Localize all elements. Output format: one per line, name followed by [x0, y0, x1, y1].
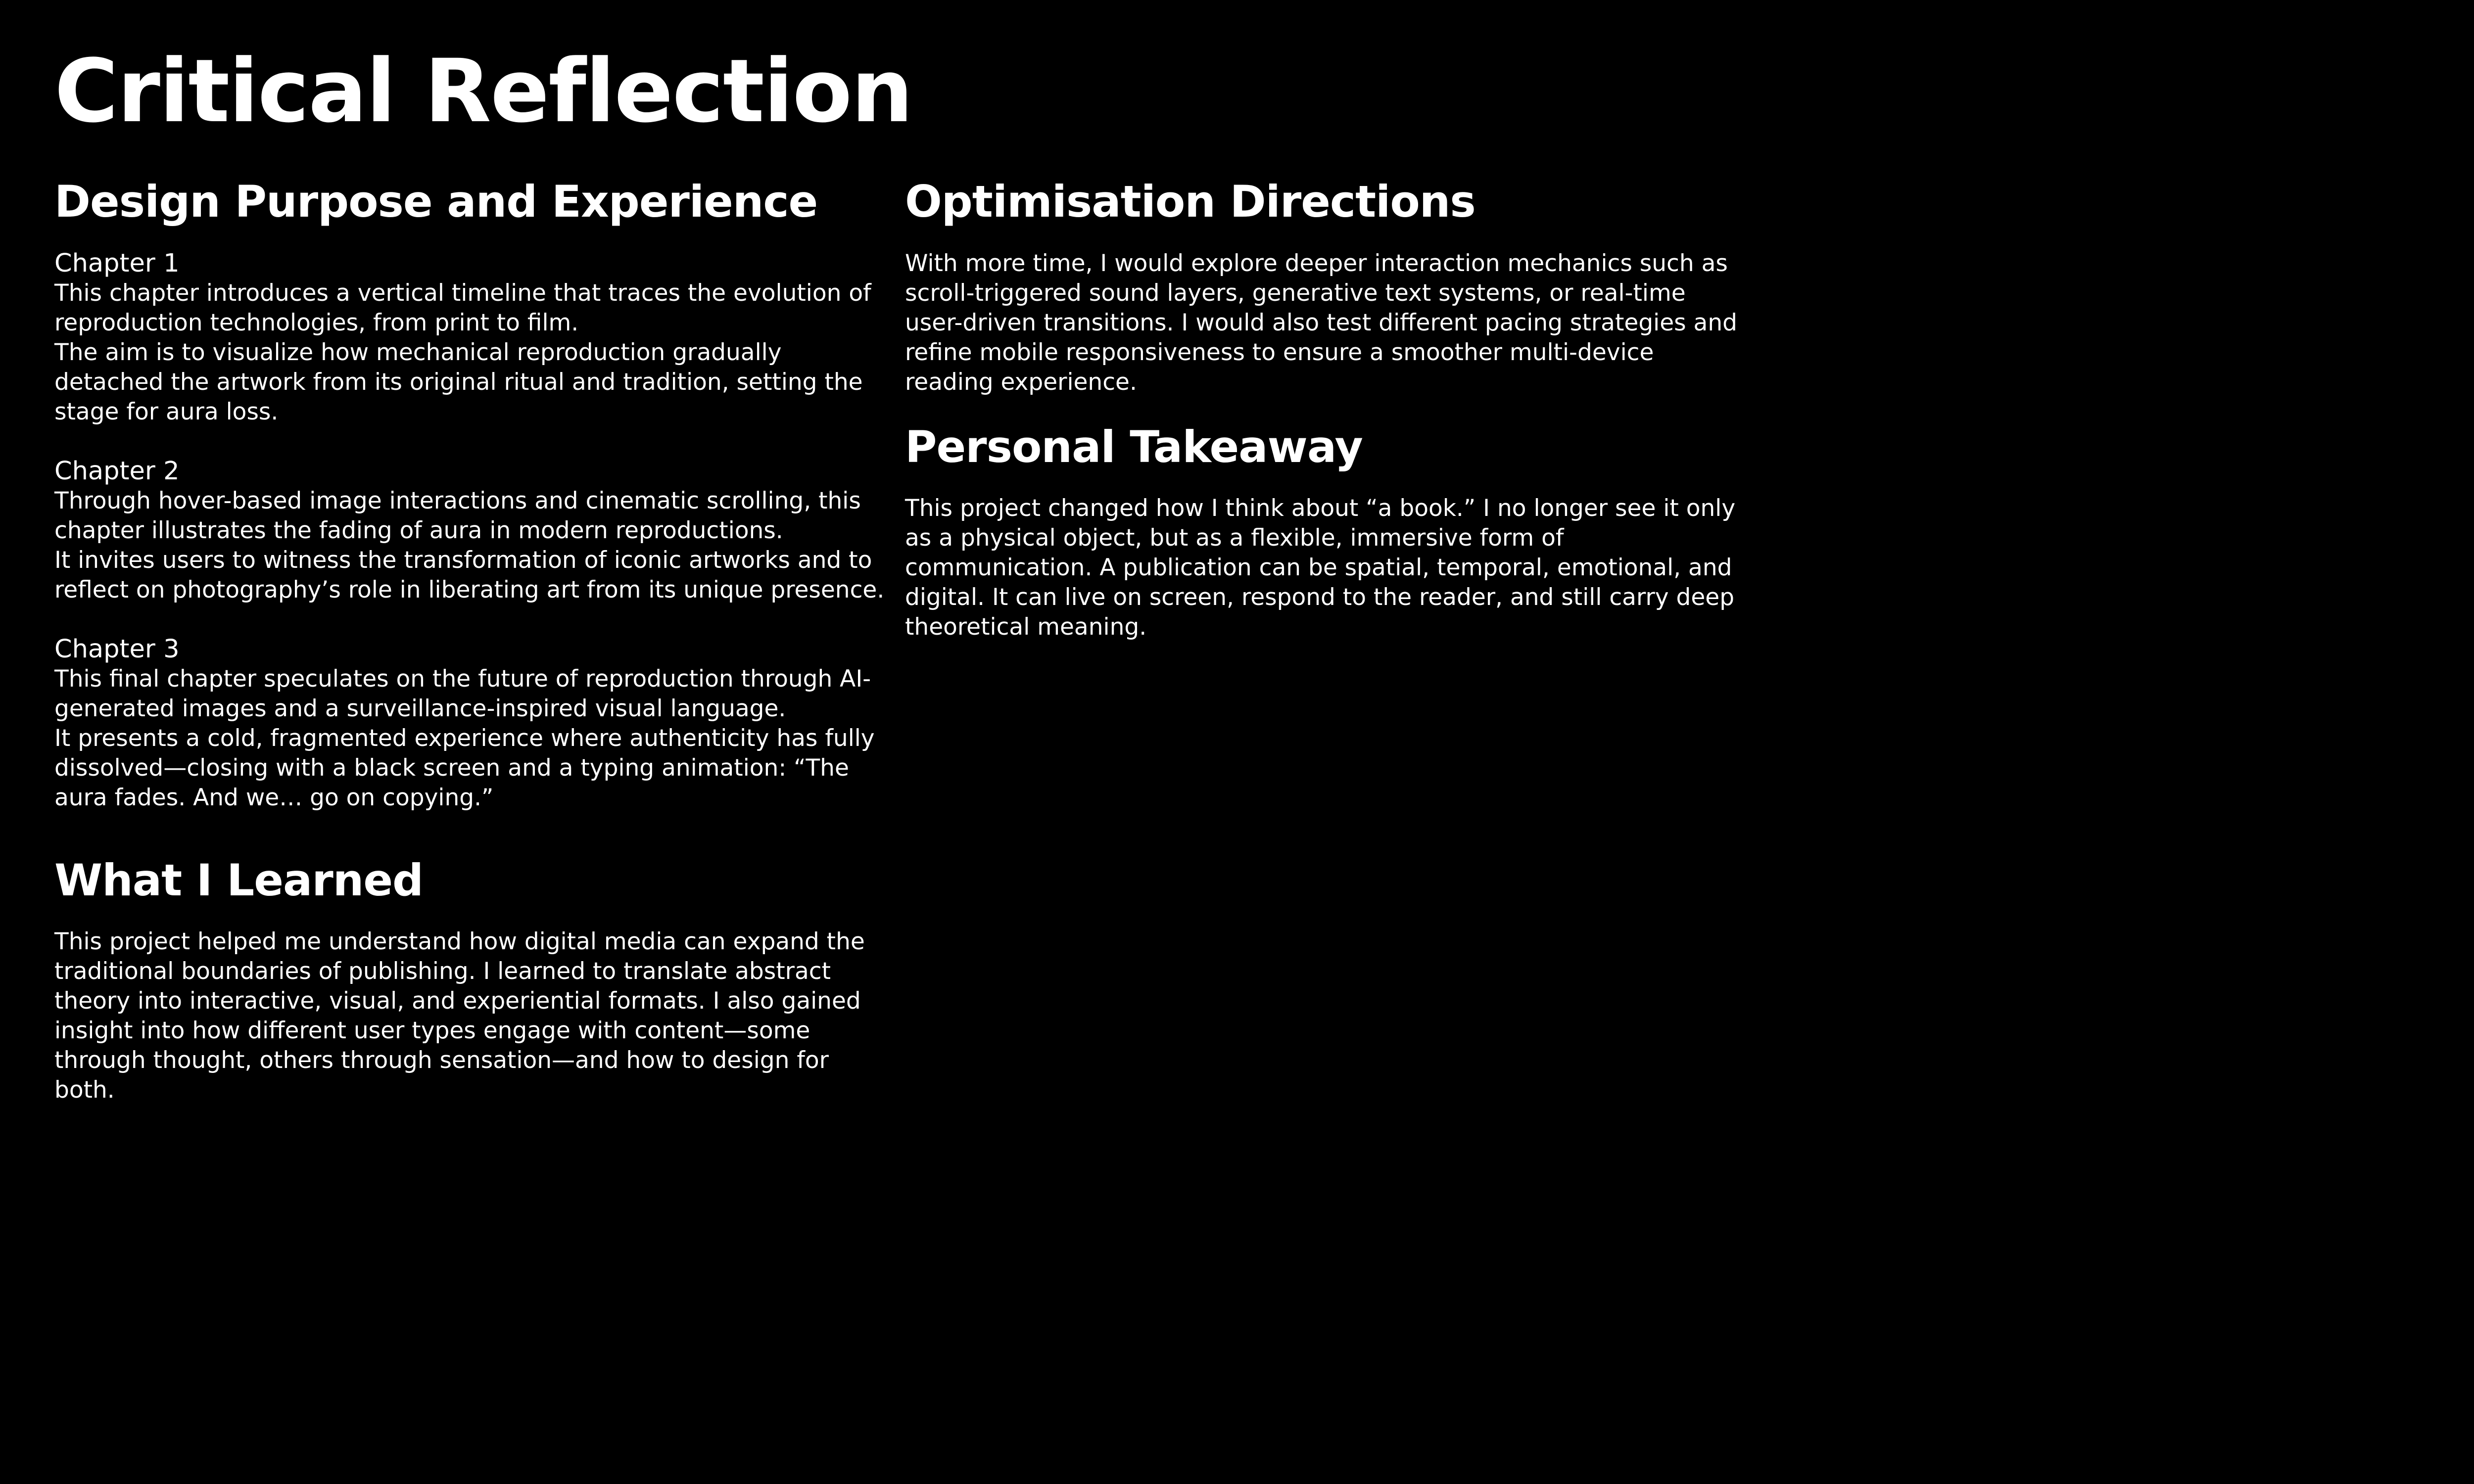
- personal-takeaway-heading: Personal Takeaway: [905, 421, 1363, 472]
- chapter-2-label: Chapter 2: [54, 456, 180, 486]
- chapter-1-paragraph-1: This chapter introduces a vertical timeline that traces the evolution of reproduction technologies, from print to film.: [54, 279, 871, 336]
- chapter-3-label: Chapter 3: [54, 634, 180, 664]
- chapter-1-paragraph-2: The aim is to visualize how mechanical reproduction gradually detached the artwork from its original ritual and tradition, setting the stage for aura loss.: [54, 338, 863, 425]
- what-i-learned-text: This project helped me understand how digital media can expand the traditional boundaries of publishing. I learned to translate abstract theory into interactive, visual, and experiential formats. I also gained insight into how different user types engage with content—some through thought, others through sensation—and how to design for both.: [54, 928, 865, 1104]
- chapter-2: [54, 457, 891, 605]
- chapter-2-paragraph-1: Through hover-based image interactions and cinematic scrolling, this chapter illustrates the fading of aura in modern reproductions.: [54, 487, 861, 544]
- chapter-1-label: Chapter 1: [54, 248, 180, 278]
- personal-takeaway-text: This project changed how I think about “a book.” I no longer see it only as a physical object, but as a flexible, immersive form of communication. A publication can be spatial, temporal, emotional, and digital. It can live on screen, respond to the reader, and still carry deep theoretical meaning.: [905, 495, 1736, 641]
- left-column: [54, 176, 891, 1105]
- optimisation-section: [905, 176, 1741, 397]
- chapter-3-paragraph-2: It presents a cold, fragmented experience where authenticity has fully dissolved—closing with a black screen and a typing animation: “The aura fades. And we… go on copying.”: [54, 724, 875, 811]
- design-purpose-heading: Design Purpose and Experience: [54, 176, 818, 227]
- personal-takeaway-section: [905, 421, 1741, 643]
- optimisation-text: With more time, I would explore deeper interaction mechanics such as scroll-triggered sound layers, generative text systems, or real-time user-driven transitions. I would also test different pacing strategies and refine mobile responsiveness to ensure a smoother multi-device reading experience.: [905, 249, 1737, 396]
- chapter-3: [54, 635, 891, 813]
- chapter-1: [54, 249, 891, 427]
- optimisation-heading: Optimisation Directions: [905, 176, 1475, 227]
- what-i-learned-heading: What I Learned: [54, 854, 424, 906]
- chapter-3-paragraph-1: This final chapter speculates on the future of reproduction through AI-generated images and a surveillance-inspired visual language.: [54, 665, 871, 722]
- right-column: [905, 176, 1741, 642]
- chapter-2-paragraph-2: It invites users to witness the transformation of iconic artworks and to reflect on photography’s role in liberating art from its unique presence.: [54, 546, 885, 603]
- design-purpose-section: [54, 176, 891, 813]
- what-i-learned-section: [54, 854, 891, 1106]
- page-title: Critical Reflection: [54, 41, 912, 142]
